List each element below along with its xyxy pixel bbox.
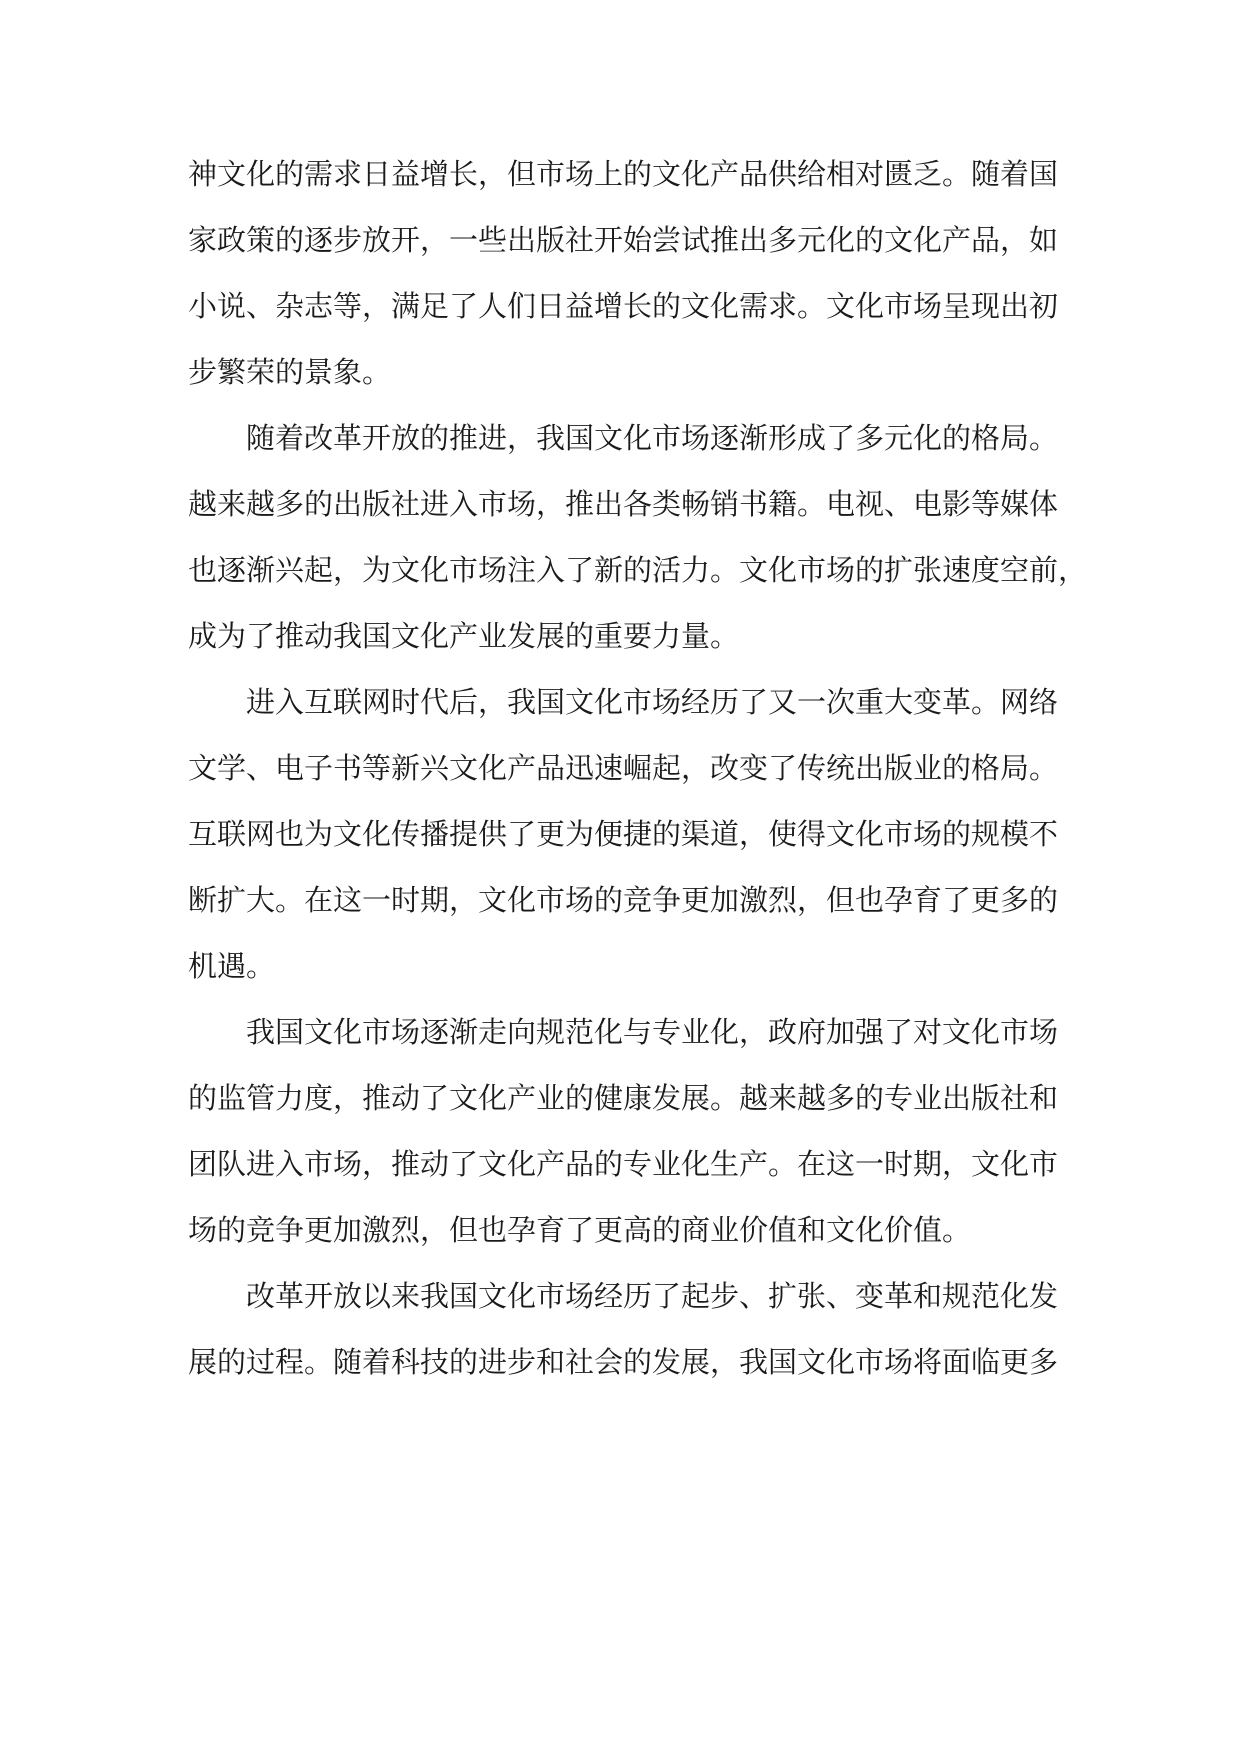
text-line: 成为了推动我国文化产业发展的重要力量。 [188,619,740,653]
text-line: 机遇。 [188,949,276,983]
text-line: 进入互联网时代后，我国文化市场经历了又一次重大变革。网络 [246,685,1059,719]
text-line: 场的竞争更加激烈，但也孕育了更高的商业价值和文化价值。 [188,1213,972,1247]
text-line: 改革开放以来我国文化市场经历了起步、扩张、变革和规范化发 [246,1279,1059,1313]
body-text [188,141,1088,1395]
text-line: 也逐渐兴起，为文化市场注入了新的活力。文化市场的扩张速度空前， [188,553,1088,587]
text-line: 互联网也为文化传播提供了更为便捷的渠道，使得文化市场的规模不 [188,817,1059,851]
text-line: 展的过程。随着科技的进步和社会的发展，我国文化市场将面临更多 [188,1345,1059,1379]
text-line: 断扩大。在这一时期，文化市场的竞争更加激烈，但也孕育了更多的 [188,883,1059,917]
text-line: 神文化的需求日益增长，但市场上的文化产品供给相对匮乏。随着国 [188,157,1059,191]
text-line: 我国文化市场逐渐走向规范化与专业化，政府加强了对文化市场 [246,1015,1059,1049]
text-line: 随着改革开放的推进，我国文化市场逐渐形成了多元化的格局。 [246,421,1059,455]
text-line: 越来越多的出版社进入市场，推出各类畅销书籍。电视、电影等媒体 [188,487,1059,521]
text-line: 文学、电子书等新兴文化产品迅速崛起，改变了传统出版业的格局。 [188,751,1059,785]
text-line: 小说、杂志等，满足了人们日益增长的文化需求。文化市场呈现出初 [188,289,1059,323]
text-line: 团队进入市场，推动了文化产品的专业化生产。在这一时期，文化市 [188,1147,1059,1181]
text-line: 家政策的逐步放开，一些出版社开始尝试推出多元化的文化产品，如 [188,223,1059,257]
text-line: 的监管力度，推动了文化产业的健康发展。越来越多的专业出版社和 [188,1081,1059,1115]
text-line: 步繁荣的景象。 [188,355,392,389]
